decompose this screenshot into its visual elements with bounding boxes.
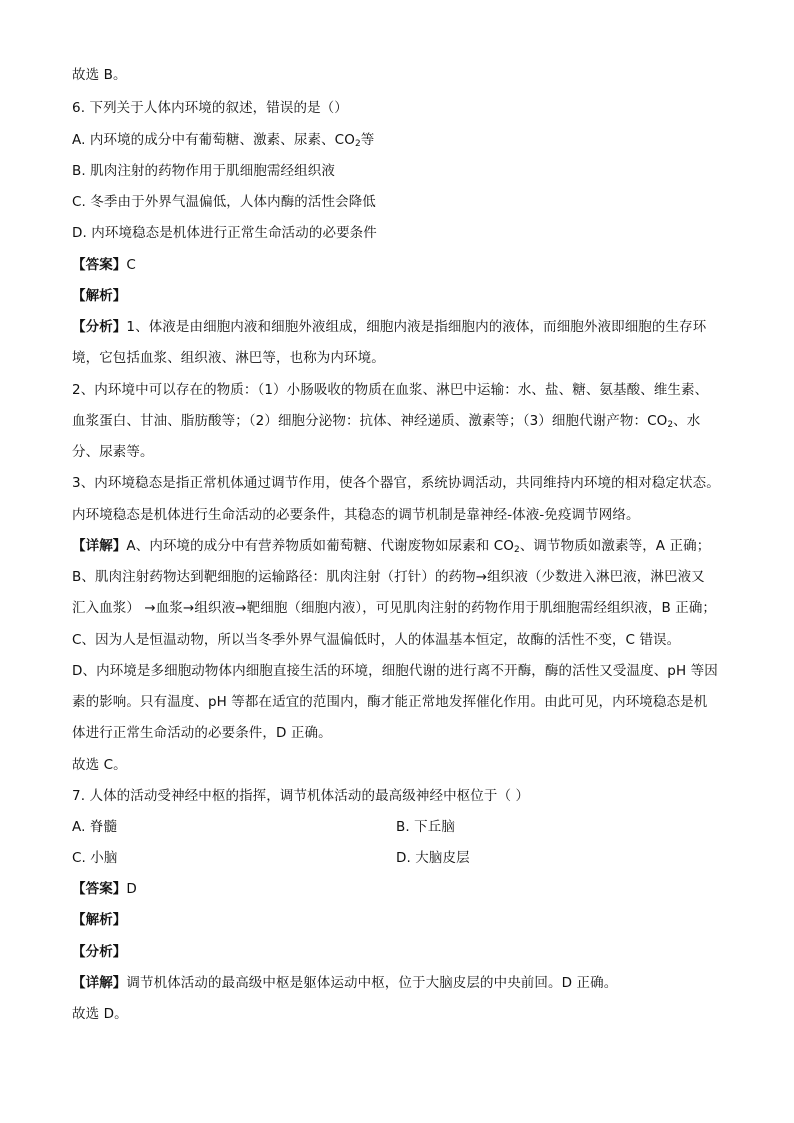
option-text-tail: 等: [360, 132, 375, 148]
analysis-6-line-3: [72, 380, 708, 400]
question-6-option-c: [72, 192, 376, 212]
answer-value: C: [126, 257, 136, 273]
paragraph-text: 内环境稳态是机体进行生命活动的必要条件，其稳态的调节机制是靠神经-体液-免疫调节网络。: [72, 507, 640, 523]
answer-6: [72, 255, 136, 275]
paragraph-text-tail: 、水: [673, 413, 701, 429]
paragraph-text: D、内环境是多细胞动物体内细胞直接生活的环境，细胞代谢的进行离不开酶，酶的活性又受温度、pH 等因: [72, 663, 718, 679]
detail-6-line-1: [72, 536, 710, 556]
option-text: B. 肌肉注射的药物作用于肌细胞需经组织液: [72, 163, 335, 179]
paragraph-text: 素的影响。只有温度、pH 等都在适宜的范围内，酶才能正常地发挥催化作用。由此可见，内环境稳态是机: [72, 694, 708, 710]
option-text: A. 内环境的成分中有葡萄糖、激素、尿素、CO: [72, 132, 355, 148]
analysis-7-label: [72, 942, 126, 962]
question-text: 6. 下列关于人体内环境的叙述，错误的是（）: [72, 100, 348, 116]
paragraph-text: 分、尿素等。: [72, 444, 154, 460]
detail-6-line-7: [72, 723, 332, 743]
analysis-6-heading: [72, 286, 126, 306]
question-7-option-b: [396, 817, 455, 837]
detail-6-line-5: [72, 661, 718, 681]
subscript: 2: [354, 139, 361, 149]
paragraph-text: 境，它包括血浆、组织液、淋巴等，也称为内环境。: [72, 350, 385, 366]
subscript: 2: [667, 420, 674, 430]
conclusion-6: [72, 755, 127, 775]
paragraph-text: 3、内环境稳态是指正常机体通过调节作用，使各个器官，系统协调活动，共同维持内环境的相对稳定状态。: [72, 475, 720, 491]
paragraph-text: C、因为人是恒温动物，所以当冬季外界气温偏低时，人的体温基本恒定，故酶的活性不变，C 错误。: [72, 632, 681, 648]
question-7-option-c: [72, 848, 118, 868]
option-text: A. 脊髓: [72, 819, 118, 835]
analysis-6-line-2: [72, 348, 385, 368]
detail-6-line-2: [72, 567, 705, 587]
section-label: 【分析】: [72, 319, 127, 335]
question-7: [72, 786, 529, 806]
option-text: C. 冬季由于外界气温偏低，人体内酶的活性会降低: [72, 194, 376, 210]
detail-6-line-6: [72, 692, 707, 712]
question-6-option-b: [72, 161, 335, 181]
analysis-7-heading: [72, 910, 126, 930]
answer-7: [72, 879, 137, 899]
answer-label: 【答案】: [72, 257, 127, 273]
paragraph-text-tail: 、调节物质如激素等，A 正确；: [519, 538, 711, 554]
section-label: 【详解】: [72, 975, 127, 991]
question-6-option-d: [72, 223, 377, 243]
paragraph-text: 2、内环境中可以存在的物质：（1）小肠吸收的物质在血浆、淋巴中运输：水、盐、糖、氨基酸、维生素、: [72, 382, 709, 398]
paragraph-text: 汇入血浆） →血浆→组织液→靶细胞（细胞内液），可见肌肉注射的药物作用于肌细胞需经组织液，B 正确；: [72, 600, 717, 616]
option-text: C. 小脑: [72, 850, 118, 866]
option-text: D. 内环境稳态是机体进行正常生命活动的必要条件: [72, 225, 377, 241]
answer-label: 【答案】: [72, 881, 127, 897]
paragraph-text: 血浆蛋白、甘油、脂肪酸等；（2）细胞分泌物：抗体、神经递质、激素等；（3）细胞代谢产物：CO: [72, 413, 668, 429]
paragraph-text: B、肌肉注射药物达到靶细胞的运输路径：肌肉注射（打针）的药物→组织液（少数进入淋巴液，淋巴液又: [72, 569, 705, 585]
text: 故选 B。: [72, 67, 127, 83]
answer-value: D: [126, 881, 137, 897]
section-label: 【分析】: [72, 944, 127, 960]
conclusion-7: [72, 1004, 128, 1024]
question-text: 7. 人体的活动受神经中枢的指挥，调节机体活动的最高级神经中枢位于（ ）: [72, 788, 530, 804]
analysis-6-line-6: [72, 473, 720, 493]
analysis-6-line-4: [72, 411, 700, 431]
question-7-option-a: [72, 817, 117, 837]
paragraph-text: 调节机体活动的最高级中枢是躯体运动中枢，位于大脑皮层的中央前回。D 正确。: [126, 975, 618, 991]
option-text: D. 大脑皮层: [396, 850, 470, 866]
paragraph-text: 1、体液是由细胞内液和细胞外液组成，细胞内液是指细胞内的液体，而细胞外液即细胞的生存环: [126, 319, 707, 335]
heading-text: 【解析】: [72, 288, 127, 304]
subscript: 2: [513, 545, 520, 555]
analysis-6-line-5: [72, 442, 154, 462]
section-label: 【详解】: [72, 538, 127, 554]
option-text: B. 下丘脑: [396, 819, 455, 835]
question-6: [72, 98, 348, 118]
paragraph-text: A、内环境的成分中有营养物质如葡萄糖、代谢废物如尿素和 CO: [126, 538, 514, 554]
detail-7: [72, 973, 617, 993]
text: 故选 C。: [72, 757, 127, 773]
question-6-option-a: [72, 130, 374, 150]
detail-6-line-4: [72, 630, 680, 650]
text: 故选 D。: [72, 1006, 128, 1022]
heading-text: 【解析】: [72, 912, 127, 928]
analysis-6-line-1: [72, 317, 706, 337]
paragraph-text: 体进行正常生命活动的必要条件，D 正确。: [72, 725, 332, 741]
question-7-option-d: [396, 848, 470, 868]
analysis-6-line-7: [72, 505, 640, 525]
detail-6-line-3: [72, 598, 716, 618]
conclusion-prev: [72, 65, 127, 85]
